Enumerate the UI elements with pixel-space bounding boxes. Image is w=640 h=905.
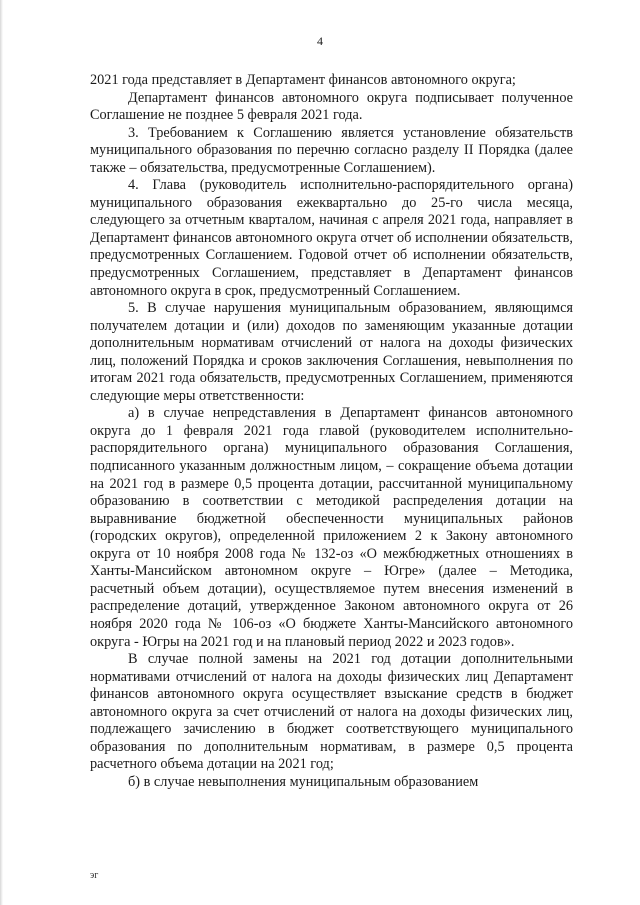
page-number: 4 [317, 34, 323, 48]
paragraph-continuation: 2021 года представляет в Департамент финансов автономного округа; [90, 72, 516, 88]
document-body [90, 72, 573, 791]
scan-edge [0, 0, 3, 905]
paragraph-signing-deadline: Департамент финансов автономного округа подписывает полученное Соглашение не позднее 5 февраля 2021 года. [90, 89, 573, 124]
footer-mark: эг [90, 870, 99, 881]
paragraph-item-4: 4. Глава (руководитель исполнительно-распорядительного органа) муниципального образования ежеквартально до 25-го числа месяца, следующего за отчетным кварталом, начиная с апреля 2021 года, направляет в Департамент финансов автономного округа отчет об исполнении обязательств, предусмотренных Соглашением. Годовой отчет об исполнении обязательств, предусмотренных Соглашением, представляет в Департамент финансов автономного округа в срок, предусмотренный Соглашением. [90, 177, 573, 299]
paragraph-subitem-a: а) в случае непредставления в Департамент финансов автономного округа до 1 февраля 2021 года главой (руководителем исполнительно-распорядительного органа) муниципального образования Соглашения, подписанного указанным должностным лицом, – сокращение объема дотации на 2021 год в размере 0,5 процента дотации, рассчитанной муниципальному образованию в соответствии с методикой распределения дотации на выравнивание бюджетной обеспеченности муниципальных районов (городских округов), определенной приложением 2 к Закону автономного округа от 10 ноября 2008 года № 132-оз «О межбюджетных отношениях в Ханты-Мансийском автономном округе – Югре» (далее – Методика, расчетный объем дотации), осуществляемое путем внесения изменений в распределение дотаций, утвержденное Законом автономного округа от 26 ноября 2020 года № 106-оз «О бюджете Ханты-Мансийского автономного округа - Югры на 2021 год и на плановый период 2022 и 2023 годов». [90, 405, 573, 650]
paragraph-item-5: 5. В случае нарушения муниципальным образованием, являющимся получателем дотации и (или) доходов по заменяющим указанные дотации дополнительным нормативам отчислений от налога на доходы физических лиц, положений Порядка и сроков заключения Соглашения, невыполнения по итогам 2021 года обязательств, предусмотренных Соглашением, применяются следующие меры ответственности: [90, 300, 573, 404]
paragraph-full-replacement: В случае полной замены на 2021 год дотации дополнительными нормативами отчислений от налога на доходы физических лиц Департамент финансов автономного округа осуществляет взыскание средств в бюджет автономного округа за счет отчислений от налога на доходы физических лиц, подлежащего зачислению в бюджет соответствующего муниципального образования по дополнительным нормативам, в размере 0,5 процента расчетного объема дотации на 2021 год; [90, 651, 573, 773]
paragraph-subitem-b: б) в случае невыполнения муниципальным образованием [128, 773, 479, 790]
paragraph-item-3: 3. Требованием к Соглашению является установление обязательств муниципального образования по перечню согласно разделу II Порядка (далее также – обязательства, предусмотренные Соглашением). [90, 124, 573, 176]
